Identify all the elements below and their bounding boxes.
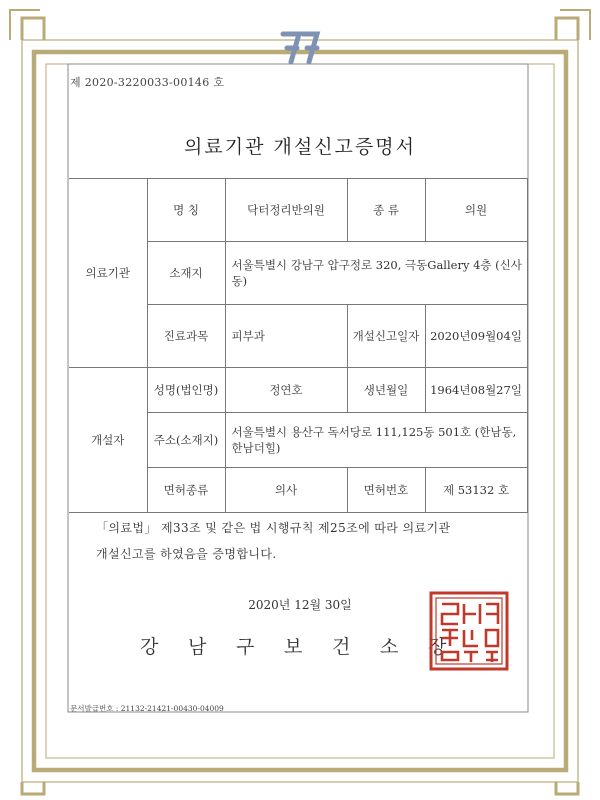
founder-address-value: 서울특별시 용산구 독서당로 111,125동 501호 (한남동,한남더힐)	[225, 413, 527, 468]
issue-number: 문서발급번호 : 21132-21421-00430-04009	[70, 704, 224, 713]
gangnam-emblem-icon	[277, 28, 323, 68]
institution-group-label: 의료기관	[69, 179, 147, 368]
specialty-value: 피부과	[225, 305, 347, 368]
certificate-table	[69, 178, 528, 513]
license-type-value: 의사	[225, 468, 347, 513]
official-seal-icon	[428, 590, 510, 672]
type-label: 종 류	[347, 179, 425, 242]
founder-address-label: 주소(소재지)	[147, 413, 225, 468]
founder-group-label: 개설자	[69, 368, 147, 513]
license-number-value: 제 53132 호	[425, 468, 527, 513]
issuer-char: 보	[284, 636, 303, 658]
issuer-char: 건	[332, 636, 351, 658]
open-date-label: 개설신고일자	[347, 305, 425, 368]
address-value: 서울특별시 강남구 압구정로 320, 극동Gallery 4층 (신사동)	[225, 242, 527, 305]
issuer-char: 장	[428, 636, 447, 658]
license-type-label: 면허종류	[147, 468, 225, 513]
issuer-char: 소	[380, 636, 399, 658]
document-number: 제 2020-3220033-00146 호	[70, 76, 225, 89]
type-value: 의원	[425, 179, 527, 242]
birth-label: 생년월일	[347, 368, 425, 413]
statement-line-1: 「의료법」 제33조 및 같은 법 시행규칙 제25조에 따라 의료기관	[96, 521, 451, 535]
page-title: 의료기관 개설신고증명서	[184, 136, 416, 158]
issuer-title	[140, 632, 476, 659]
birth-value: 1964년08월27일	[425, 368, 527, 413]
name-label: 명 칭	[147, 179, 225, 242]
issuer-char: 남	[188, 636, 207, 658]
specialty-label: 진료과목	[147, 305, 225, 368]
statement-line-2: 개설신고를 하였음을 증명합니다.	[96, 547, 277, 561]
issuer-char: 구	[236, 636, 255, 658]
issue-date: 2020년 12월 30일	[248, 598, 352, 612]
founder-name-label: 성명(법인명)	[147, 368, 225, 413]
issuer-char: 강	[140, 636, 159, 658]
license-number-label: 면허번호	[347, 468, 425, 513]
certification-statement	[96, 515, 450, 567]
address-label: 소재지	[147, 242, 225, 305]
founder-name-value: 정연호	[225, 368, 347, 413]
open-date-value: 2020년09월04일	[425, 305, 527, 368]
name-value: 닥터정리반의원	[225, 179, 347, 242]
